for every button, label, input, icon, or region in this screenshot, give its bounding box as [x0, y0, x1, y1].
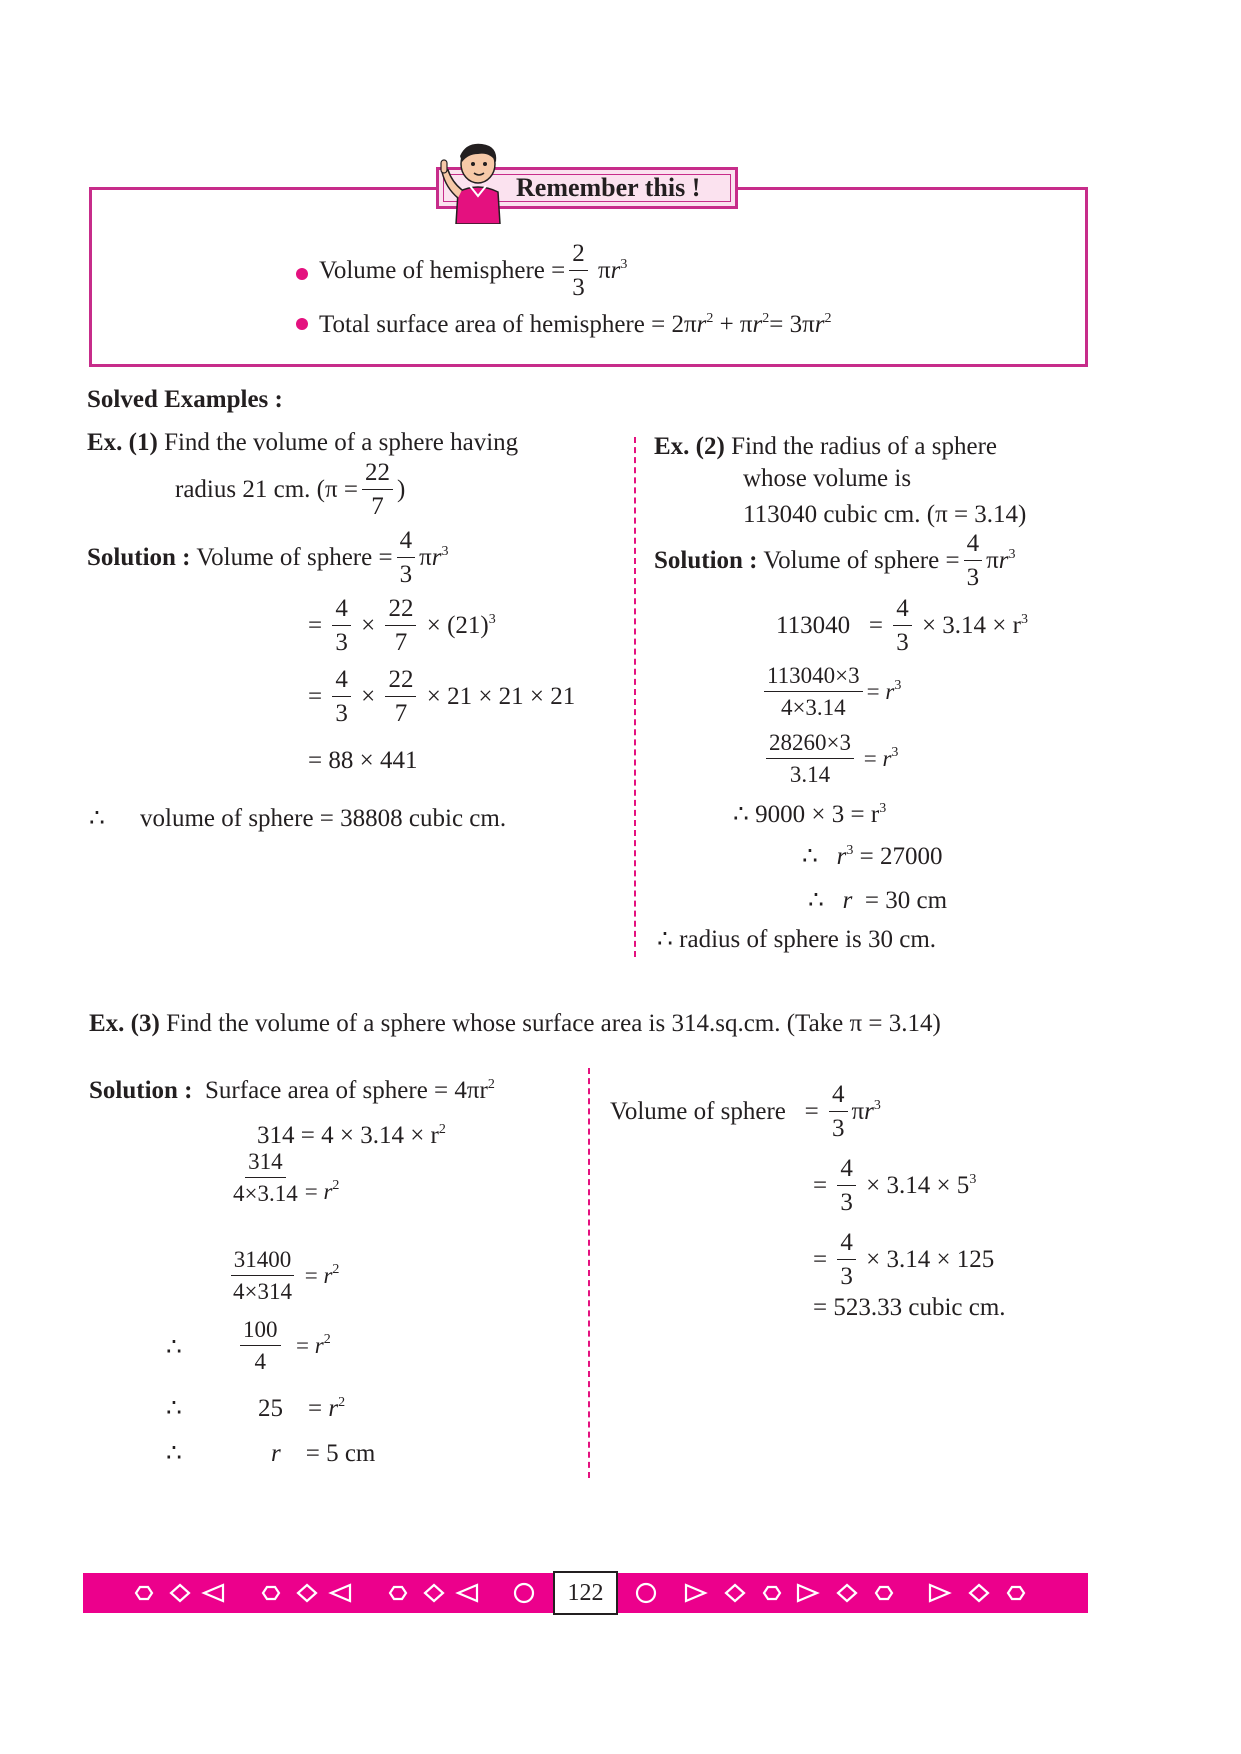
- hemisphere-volume-formula: Volume of hemisphere = $\frac{2}{3}$ $\pi r^3$: [319, 240, 628, 301]
- remember-title: Remember this !: [516, 173, 701, 202]
- diamond-icon: [171, 1585, 189, 1601]
- ex2-question-line3: 113040 cubic cm. (π = 3.14): [743, 501, 1027, 528]
- triangle-right-icon: [686, 1585, 705, 1601]
- ex2-step3: $\frac{28260\times 3}{3.14}$ = $r^3$: [762, 733, 898, 788]
- triangle-left-icon: [458, 1585, 477, 1601]
- ex3-step2: $\frac{314}{4\times 3.14}$ = $r^2$: [233, 1149, 340, 1206]
- ex3-volume-step1: = $\frac{4}{3}$ × $3.14 \times 5^3$: [813, 1155, 977, 1216]
- ex2-step2: $\frac{113040\times 3}{4\times 3.14}$ = $r^3$: [760, 666, 901, 721]
- diamond-icon: [298, 1585, 316, 1601]
- solved-examples-heading: Solved Examples :: [87, 386, 283, 413]
- therefore-symbol: ∴: [166, 1395, 182, 1422]
- ex3-step6: r = 5 cm: [271, 1440, 376, 1467]
- ex3-step4: $\frac{100}{4}$ = $r^2$: [236, 1320, 331, 1375]
- circle-icon: [637, 1584, 655, 1602]
- ex3-volume-line: Volume of sphere = $\frac{4}{3}$ $\pi r^3$: [610, 1081, 881, 1142]
- hexagon-icon: [136, 1587, 152, 1599]
- circle-icon: [515, 1584, 533, 1602]
- ex2-question-line1: Ex. (2) Find the radius of a sphere: [654, 433, 997, 460]
- hexagon-icon: [764, 1587, 780, 1599]
- footer-shapes-right: [618, 1573, 1088, 1613]
- hexagon-icon: [390, 1587, 406, 1599]
- bullet-dot: [296, 318, 308, 330]
- triangle-right-icon: [930, 1585, 949, 1601]
- ex2-question-line2: whose volume is: [743, 465, 912, 492]
- hexagon-icon: [876, 1587, 892, 1599]
- ex1-solution-line: Solution : Volume of sphere = $\frac{4}{3}$ $\pi r^3$: [87, 527, 449, 588]
- ex1-step3: = 88 × 441: [308, 747, 418, 774]
- ex2-solution-line: Solution : Volume of sphere = $\frac{4}{3}$ $\pi r^3$: [654, 530, 1016, 591]
- ex2-step1: 113040 = $\frac{4}{3}$ × $3.14 \times r^3$: [776, 595, 1028, 656]
- ex3-step1: $314 = 4 \times 3.14 \times r^2$: [257, 1122, 446, 1149]
- triangle-left-icon: [204, 1585, 223, 1601]
- footer-shapes-left: [83, 1573, 553, 1613]
- therefore-symbol: ∴: [166, 1334, 182, 1361]
- hexagon-icon: [263, 1587, 279, 1599]
- triangle-right-icon: [798, 1585, 817, 1601]
- ex3-step3: $\frac{31400}{4\times 314}$ = $r^2$: [226, 1250, 339, 1305]
- column-divider: [634, 437, 636, 957]
- therefore-symbol: ∴: [89, 805, 105, 832]
- ex2-conclusion: ∴ radius of sphere is 30 cm.: [657, 926, 937, 953]
- ex1-conclusion: volume of sphere = 38808 cubic cm.: [140, 805, 507, 832]
- hemisphere-surface-area-formula: Total surface area of hemisphere = $2\pi r^2 + \pi r^2= 3\pi r^2$: [319, 311, 832, 338]
- therefore-symbol: ∴: [166, 1440, 182, 1467]
- column-divider: [588, 1068, 590, 1478]
- ex2-step6: ∴ r = 30 cm: [808, 887, 948, 914]
- ex3-question: Ex. (3) Find the volume of a sphere whose surface area is 314.sq.cm. (Take π = 3.14): [89, 1010, 941, 1037]
- triangle-left-icon: [331, 1585, 350, 1601]
- ex1-question-line1: Ex. (1) Find the volume of a sphere having: [87, 429, 519, 456]
- ex1-question-line2: radius 21 cm. (π = $\frac{22}{7}$ ): [175, 459, 406, 520]
- ex3-volume-step2: = $\frac{4}{3}$ × 3.14 × 125: [813, 1229, 995, 1290]
- ex3-step5: 25 = $r^2$: [258, 1395, 346, 1422]
- diamond-icon: [970, 1585, 988, 1601]
- page-number: 122: [553, 1571, 618, 1615]
- ex2-step4: ∴ $9000 \times 3 = r^3$: [733, 801, 887, 828]
- diamond-icon: [838, 1585, 856, 1601]
- diamond-icon: [425, 1585, 443, 1601]
- ex3-solution-line: Solution : Surface area of sphere = $4\pi r^2$: [89, 1077, 495, 1104]
- boy-pointing-icon: [432, 142, 504, 224]
- ex1-step1: = $\frac{4}{3}$ × $\frac{22}{7}$ × $(21)^3$: [308, 595, 496, 656]
- ex3-volume-result: = 523.33 cubic cm.: [813, 1294, 1006, 1321]
- ex1-step2: = $\frac{4}{3}$ × $\frac{22}{7}$ × 21 × 21 × 21: [308, 666, 576, 727]
- diamond-icon: [726, 1585, 744, 1601]
- bullet-dot: [296, 268, 308, 280]
- ex2-step5: ∴ $r^3 = 27000$: [802, 843, 943, 870]
- hexagon-icon: [1008, 1587, 1024, 1599]
